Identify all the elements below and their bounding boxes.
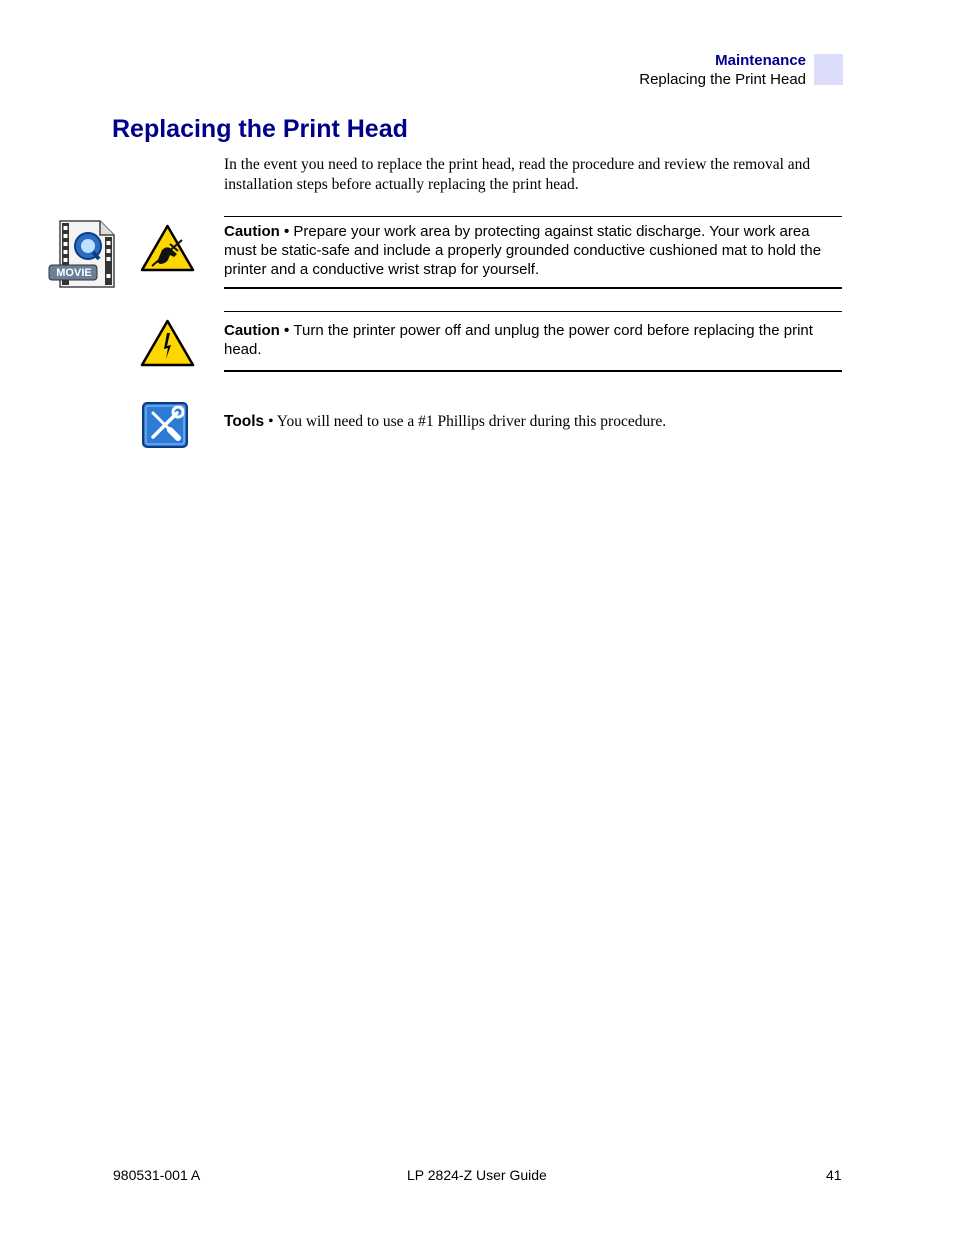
tools-text: You will need to use a #1 Phillips driver during this procedure. <box>276 413 667 430</box>
note-separator: • <box>279 322 294 339</box>
page-number: 41 <box>826 1167 842 1183</box>
intro-paragraph: In the event you need to replace the print head, read the procedure and review the removal and installation steps before actually replacing the print head. <box>224 156 811 193</box>
note-separator: • <box>264 413 277 430</box>
page-title: Replacing the Print Head <box>112 115 408 143</box>
tools-note <box>224 412 842 431</box>
caution-text: Prepare your work area by protecting against static discharge. Your work area must be static-safe and include a properly grounded conductive cushioned mat to hold the printer and a conductive wrist strap for yourself. <box>224 223 822 278</box>
footer-guide-title: LP 2824-Z User Guide <box>407 1167 547 1183</box>
caution-text: Turn the printer power off and unplug the power cord before replacing the print head. <box>224 322 813 358</box>
tools-icon <box>142 402 188 453</box>
footer-doc-number: 980531-001 A <box>113 1167 201 1183</box>
caution-label: Caution <box>224 223 280 240</box>
esd-warning-icon <box>140 224 195 277</box>
note-separator: • <box>279 223 294 240</box>
electric-shock-icon <box>140 319 195 372</box>
movie-icon-label: MOVIE <box>56 267 92 279</box>
section-tab <box>814 54 843 85</box>
running-header-subsection: Replacing the Print Head <box>639 71 806 88</box>
caution-label: Caution <box>224 322 280 339</box>
caution-note-static <box>224 216 842 289</box>
caution-note-power <box>224 311 842 372</box>
tools-label: Tools <box>224 413 265 430</box>
running-header-section: Maintenance <box>715 52 806 69</box>
movie-icon[interactable] <box>48 219 116 289</box>
